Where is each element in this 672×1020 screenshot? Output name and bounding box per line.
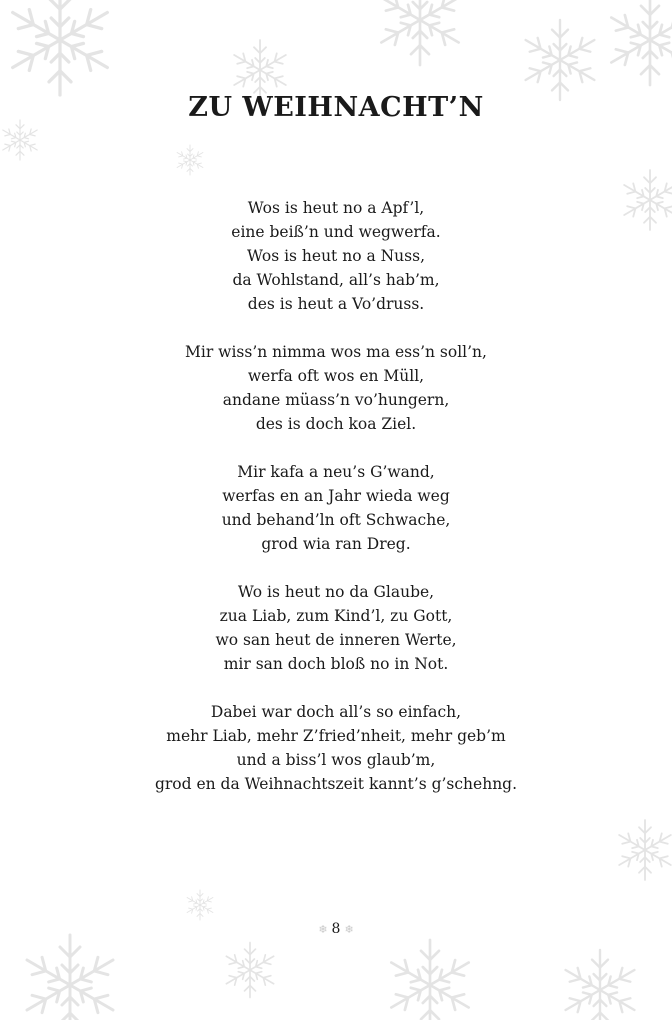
page-number: 8 (331, 921, 341, 937)
poem-line: mehr Liab, mehr Z’fried’nheit, mehr geb’m (166, 727, 506, 745)
stanza (0, 196, 672, 316)
snowflake-icon (187, 890, 213, 920)
poem-line: und a biss’l wos glaub’m, (236, 751, 436, 769)
snowflake-icon (611, 0, 672, 85)
snowflake-icon (3, 120, 37, 160)
poem-line: des is doch koa Ziel. (255, 415, 417, 433)
snowflake-icon (391, 940, 468, 1020)
poem-line: da Wohlstand, all’s hab’m, (232, 271, 440, 289)
poem-line: eine beiß’n und wegwerfa. (231, 223, 441, 241)
poem-line: Wos is heut no a Apf’l, (247, 199, 425, 217)
poem-line: wo san heut de inneren Werte, (215, 631, 457, 649)
snowflake-icon (619, 820, 671, 880)
poem-line: Mir kafa a neu’s G’wand, (237, 463, 435, 481)
snowflake-icon (526, 20, 595, 100)
snowflake-icon (566, 950, 635, 1020)
stanza (0, 460, 672, 556)
poem-line: grod en da Weihnachtszeit kannt’s g’schehng. (154, 775, 518, 793)
poem (0, 196, 672, 820)
snowflake-icon: ❄ (344, 923, 354, 936)
poem-line: des is heut a Vo’druss. (247, 295, 425, 313)
snowflake-icon (13, 0, 108, 95)
snowflake-icon (226, 943, 273, 998)
page-footer (0, 921, 672, 937)
poem-line: andane müass’n vo’hungern, (222, 391, 450, 409)
stanza (0, 340, 672, 436)
poem-line: und behand’ln oft Schwache, (221, 511, 451, 529)
poem-line: werfa oft wos en Müll, (247, 367, 425, 385)
poem-line: grod wia ran Dreg. (261, 535, 411, 553)
poem-line: zua Liab, zum Kind’l, zu Gott, (219, 607, 453, 625)
page-title: ZU WEIHNACHT’N (188, 92, 484, 123)
stanza (0, 580, 672, 676)
poem-line: werfas en an Jahr wieda weg (222, 487, 450, 505)
snowflake-icon: ❄ (318, 923, 328, 936)
poem-line: Wo is heut no da Glaube, (237, 583, 435, 601)
snowflake-icon (234, 40, 286, 100)
snowflake-icon (177, 145, 203, 175)
poem-line: Mir wiss’n nimma wos ma ess’n soll’n, (185, 343, 487, 361)
poem-line: Dabei war doch all’s so einfach, (210, 703, 462, 721)
stanza (0, 700, 672, 796)
poem-line: Wos is heut no a Nuss, (246, 247, 425, 265)
poem-line: mir san doch bloß no in Not. (223, 655, 449, 673)
snowflake-icon (27, 935, 113, 1020)
snowflake-icon (381, 0, 458, 65)
